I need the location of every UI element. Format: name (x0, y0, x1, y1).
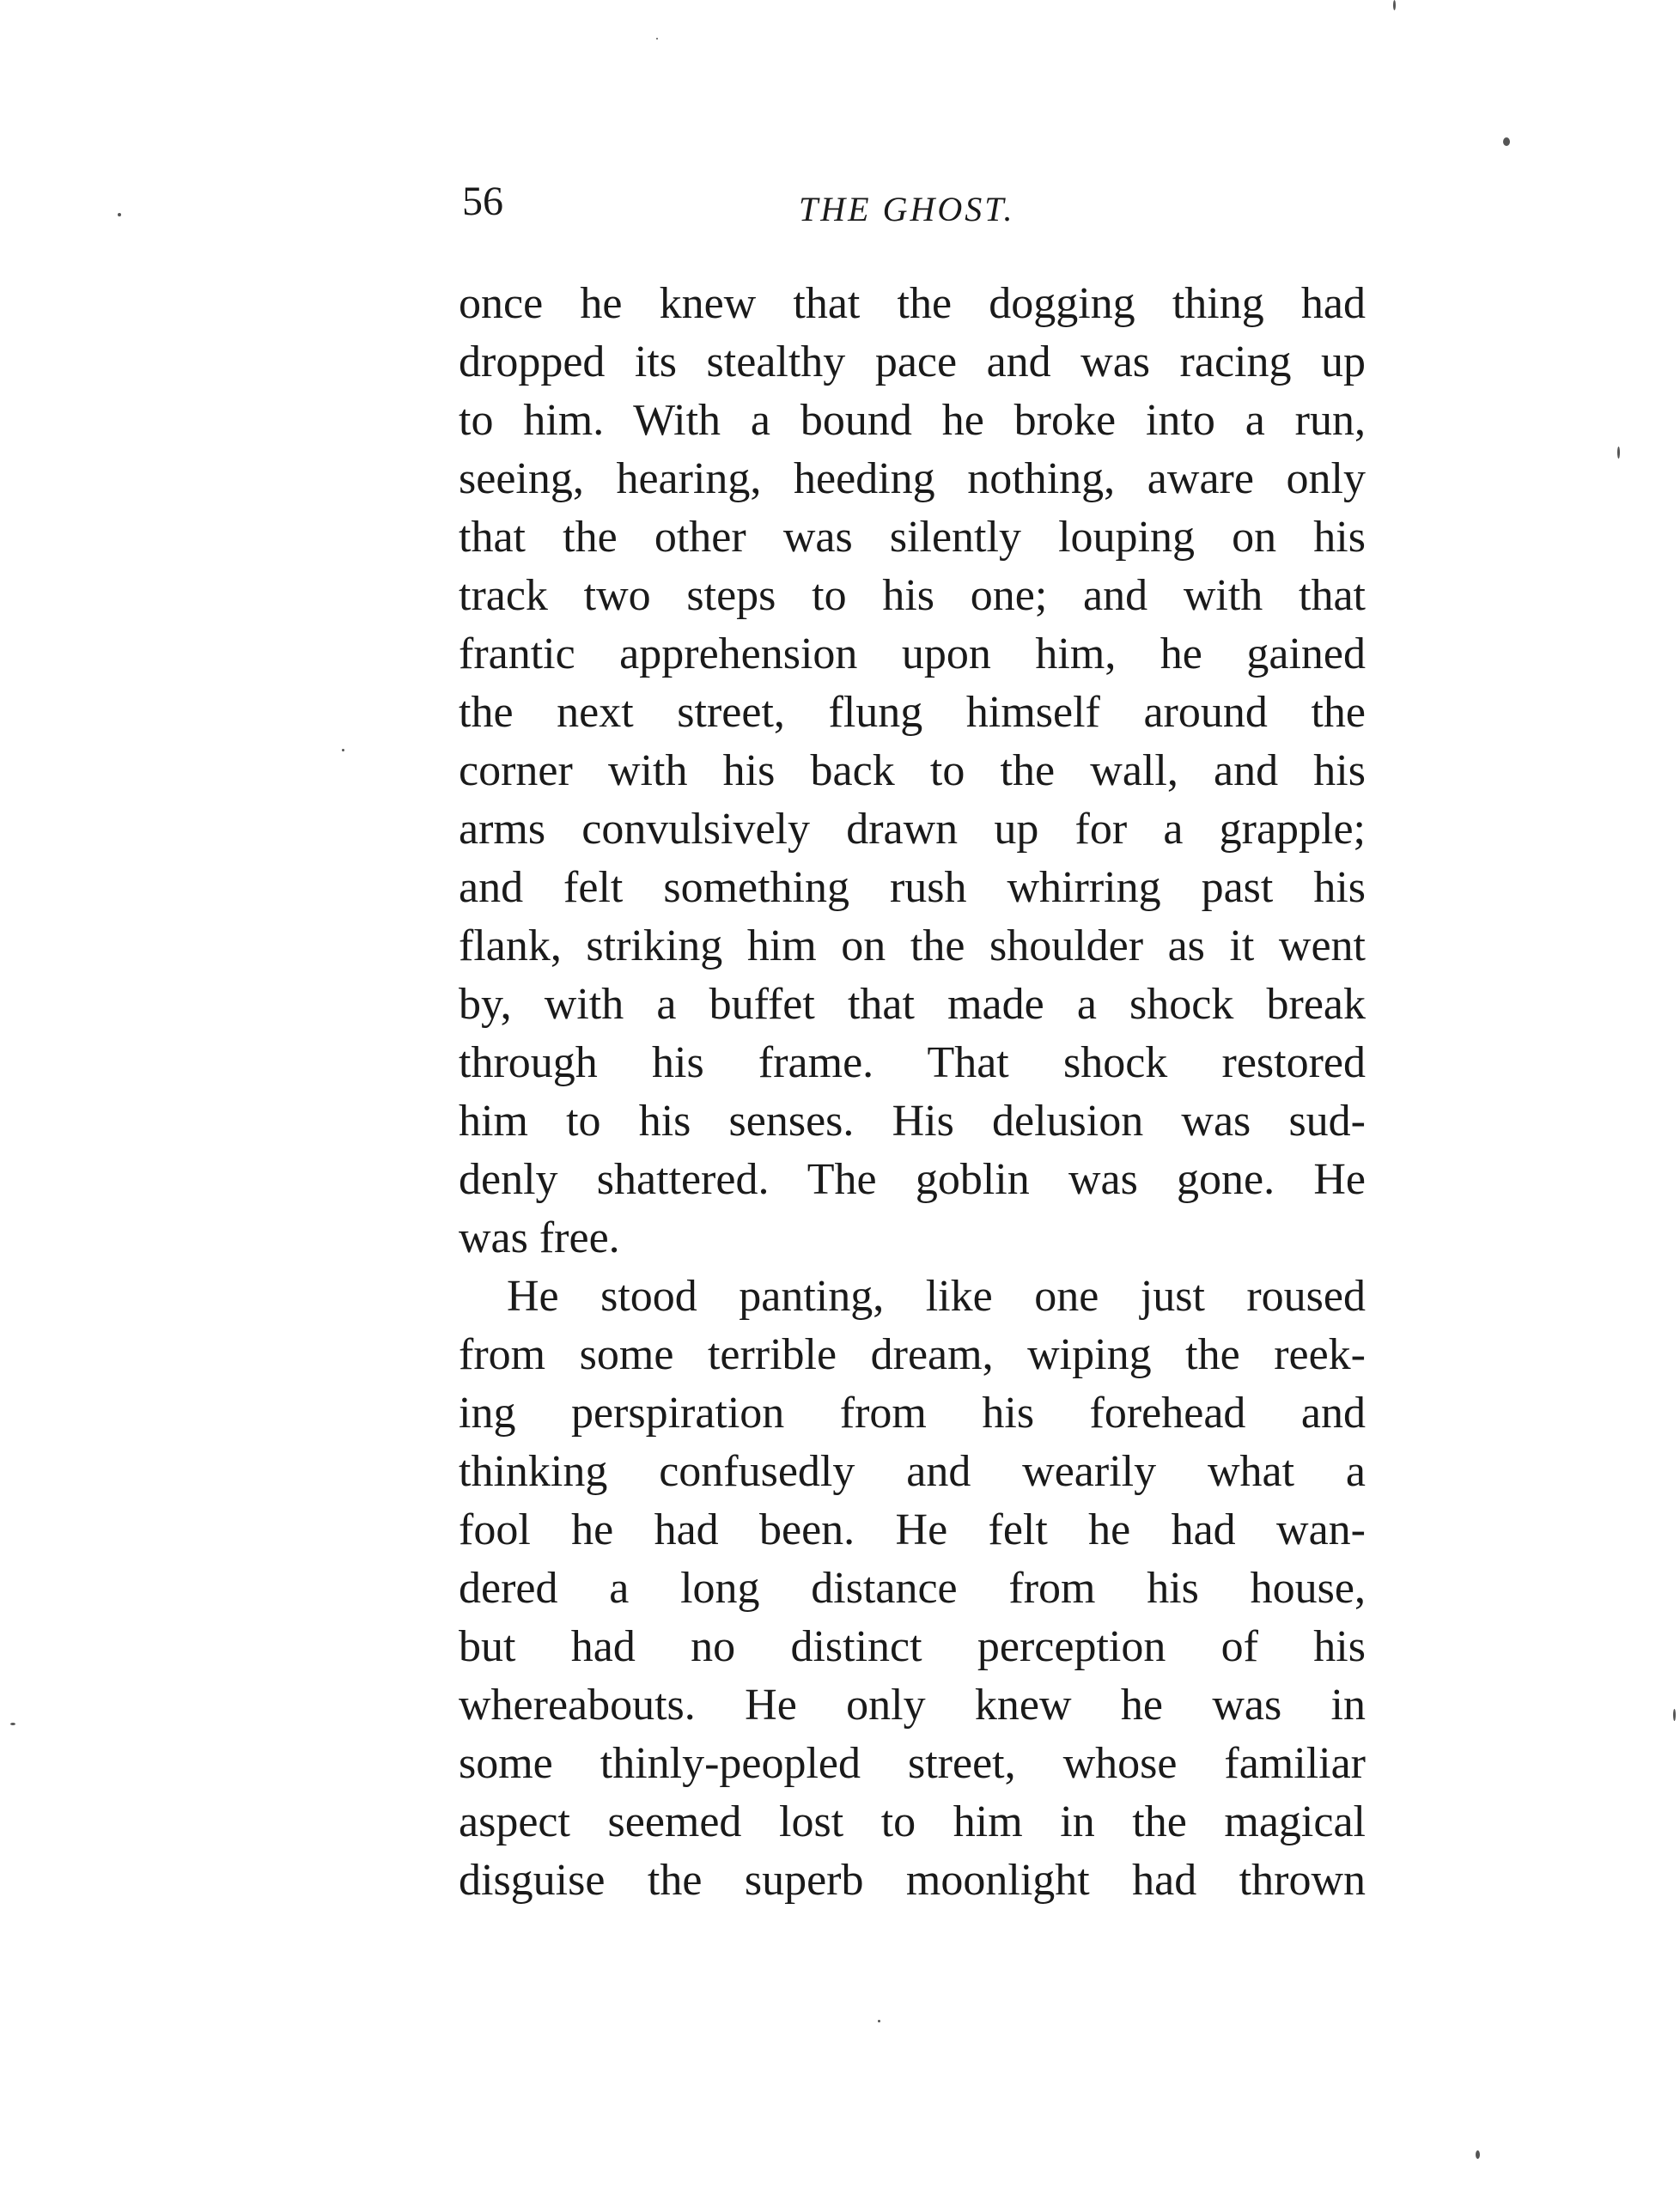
text-line: flank, striking him on the shoulder as it went (459, 921, 1366, 970)
paragraph (459, 1268, 1366, 1910)
text-line: by, with a buffet that made a shock break (459, 980, 1366, 1029)
text-line: frantic apprehension upon him, he gained (459, 629, 1366, 678)
running-head: THE GHOST. (799, 190, 1015, 228)
text-line: and felt something rush whirring past his (459, 863, 1366, 912)
scan-speck (1673, 1709, 1676, 1721)
text-line: disguise the superb moonlight had thrown (459, 1856, 1366, 1905)
scan-speck (10, 1723, 15, 1725)
scan-speck (118, 213, 121, 216)
text-line: to him. With a bound he broke into a run, (459, 396, 1366, 445)
scan-speck (1393, 0, 1396, 10)
text-line: ing perspiration from his forehead and (459, 1389, 1366, 1438)
scan-speck (878, 2020, 880, 2022)
text-line: corner with his back to the wall, and his (459, 746, 1366, 795)
page-number: 56 (462, 179, 503, 224)
text-line: the next street, flung himself around the (459, 688, 1366, 737)
scan-speck (342, 749, 344, 751)
text-line: denly shattered. The goblin was gone. He (459, 1155, 1366, 1204)
text-line: him to his senses. His delusion was sud- (459, 1097, 1366, 1146)
text-line: aspect seemed lost to him in the magical (459, 1797, 1366, 1846)
scan-speck (1617, 447, 1620, 459)
text-line: arms convulsively drawn up for a grapple; (459, 805, 1366, 854)
text-line: fool he had been. He felt he had wan- (459, 1505, 1366, 1554)
text-line: whereabouts. He only knew he was in (459, 1681, 1366, 1730)
scan-speck (656, 38, 658, 40)
text-line: dered a long distance from his house, (459, 1564, 1366, 1613)
paragraph (459, 275, 1366, 1268)
scan-speck (1476, 2150, 1480, 2159)
body-text (459, 275, 1366, 1910)
text-line: dropped its stealthy pace and was racing up (459, 337, 1366, 386)
text-line: but had no distinct perception of his (459, 1622, 1366, 1671)
text-line: was free. (459, 1213, 620, 1262)
text-line: through his frame. That shock restored (459, 1038, 1366, 1087)
text-line: once he knew that the dogging thing had (459, 279, 1366, 328)
text-line: some thinly-peopled street, whose familiar (459, 1739, 1366, 1788)
text-line: thinking confusedly and wearily what a (459, 1447, 1366, 1496)
text-line: seeing, hearing, heeding nothing, aware only (459, 454, 1366, 503)
scan-speck (1503, 137, 1510, 146)
text-line: He stood panting, like one just roused (507, 1272, 1366, 1321)
text-line: from some terrible dream, wiping the reek- (459, 1330, 1366, 1379)
text-line: that the other was silently louping on his (459, 513, 1366, 562)
text-line: track two steps to his one; and with that (459, 571, 1366, 620)
